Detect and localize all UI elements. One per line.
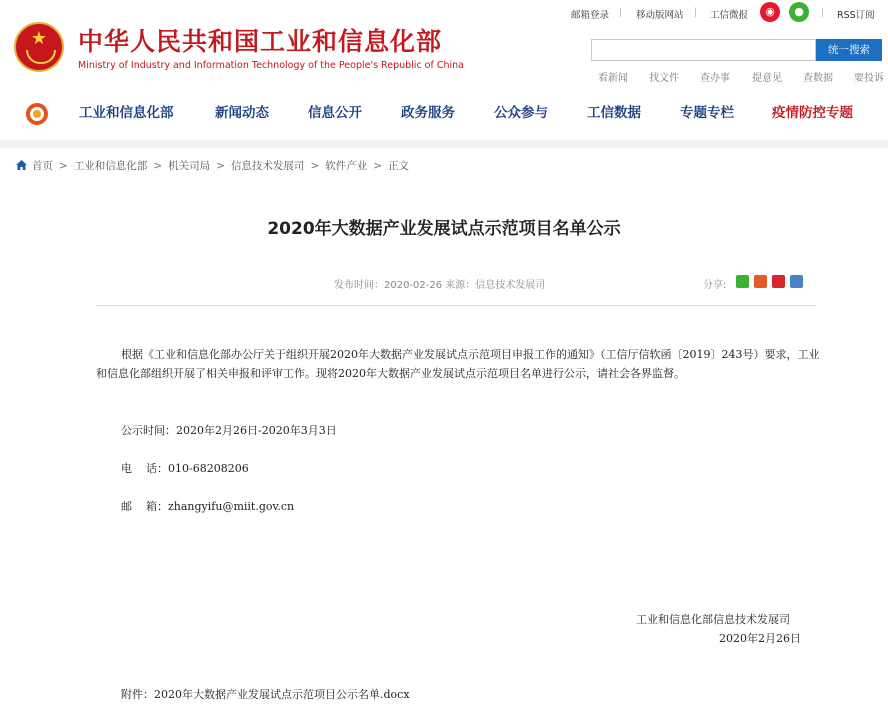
nav-item-info-disclosure[interactable]: 信息公开: [308, 105, 362, 121]
article-title: 2020年大数据产业发展试点示范项目名单公示: [267, 219, 621, 239]
rss-link[interactable]: RSS订阅: [837, 10, 875, 21]
national-emblem-icon[interactable]: ★: [14, 22, 64, 72]
attachment-link[interactable]: 附件：2020年大数据产业发展试点示范项目公示名单.docx: [121, 688, 410, 701]
signature-org: 工业和信息化部信息技术发展司: [636, 613, 790, 626]
breadcrumb-arrow: >: [310, 160, 320, 172]
breadcrumb-arrow: >: [373, 160, 383, 172]
main-nav: [0, 93, 888, 135]
site-header: [0, 0, 888, 92]
share-label: 分享:: [703, 280, 727, 291]
breadcrumb-miit[interactable]: 工业和信息化部: [73, 160, 148, 172]
share-people-icon[interactable]: [772, 275, 785, 288]
nav-item-participation[interactable]: 公众参与: [494, 105, 548, 121]
nav-item-data[interactable]: 工信数据: [587, 105, 641, 121]
nav-item-epidemic[interactable]: 疫情防控专题: [772, 105, 853, 121]
announcement-period: 公示时间：2020年2月26日-2020年3月3日: [121, 424, 337, 437]
nav-item-miit[interactable]: 工业和信息化部: [79, 105, 174, 121]
mobile-site-link[interactable]: 移动版网站: [636, 10, 684, 21]
contact-phone: 电 话：010-68208206: [121, 462, 249, 475]
share-weibo-icon[interactable]: [754, 275, 767, 288]
breadcrumb-departments[interactable]: 机关司局: [168, 160, 211, 172]
nav-item-topics[interactable]: 专题专栏: [680, 105, 734, 121]
mail-login-link[interactable]: 邮箱登录: [571, 10, 610, 21]
quick-link-feedback[interactable]: 提意见: [752, 73, 782, 84]
breadcrumb-it-dept[interactable]: 信息技术发展司: [230, 160, 305, 172]
miit-logo-icon[interactable]: [26, 103, 48, 125]
top-links: [0, 7, 888, 21]
search-input[interactable]: [591, 39, 816, 61]
separator: |: [694, 7, 698, 18]
site-title[interactable]: 中华人民共和国工业和信息化部: [78, 27, 443, 56]
share-wechat-icon[interactable]: [736, 275, 749, 288]
quick-link-services[interactable]: 查办事: [700, 73, 730, 84]
share-qq-icon[interactable]: [790, 275, 803, 288]
site-subtitle: Ministry of Industry and Information Technology of the People's Republic of China: [78, 60, 464, 71]
nav-item-news[interactable]: 新闻动态: [215, 105, 269, 121]
article-meta: 发布时间：2020-02-26 来源：信息技术发展司: [334, 280, 546, 291]
breadcrumb-software[interactable]: 软件产业: [325, 160, 368, 172]
signature-date: 2020年2月26日: [719, 632, 801, 645]
search-button[interactable]: 统一搜索: [816, 39, 882, 61]
article-divider: [96, 305, 816, 306]
breadcrumb-home[interactable]: 首页: [32, 160, 53, 172]
breadcrumb: [16, 158, 409, 173]
breadcrumb-current: 正文: [388, 160, 410, 172]
weibao-link[interactable]: 工信微报: [710, 10, 749, 21]
home-icon[interactable]: [16, 160, 27, 170]
separator: |: [619, 7, 623, 18]
weibo-icon[interactable]: ◉: [760, 2, 780, 22]
breadcrumb-arrow: >: [59, 160, 68, 172]
quick-link-data[interactable]: 查数据: [803, 73, 833, 84]
wechat-icon[interactable]: ●: [789, 2, 809, 22]
breadcrumb-arrow: >: [153, 160, 163, 172]
quick-link-complaint[interactable]: 要投诉: [854, 73, 884, 84]
quick-link-news[interactable]: 看新闻: [598, 73, 628, 84]
article-paragraph: 根据《工业和信息化部办公厅关于组织开展2020年大数据产业发展试点示范项目申报工作的通知》（工信厅信软函〔2019〕243号）要求，工业和信息化部组织开展了相关申报和评审工作。现将2020年大数据产业发展试点示范项目名单进行公示，请社会各界监督。: [96, 348, 820, 380]
contact-email[interactable]: 邮 箱：zhangyifu@miit.gov.cn: [121, 500, 295, 513]
nav-item-services[interactable]: 政务服务: [401, 105, 455, 121]
separator: |: [821, 7, 825, 18]
nav-divider: [0, 140, 888, 148]
quick-link-files[interactable]: 找文件: [649, 73, 679, 84]
breadcrumb-arrow: >: [216, 160, 225, 172]
